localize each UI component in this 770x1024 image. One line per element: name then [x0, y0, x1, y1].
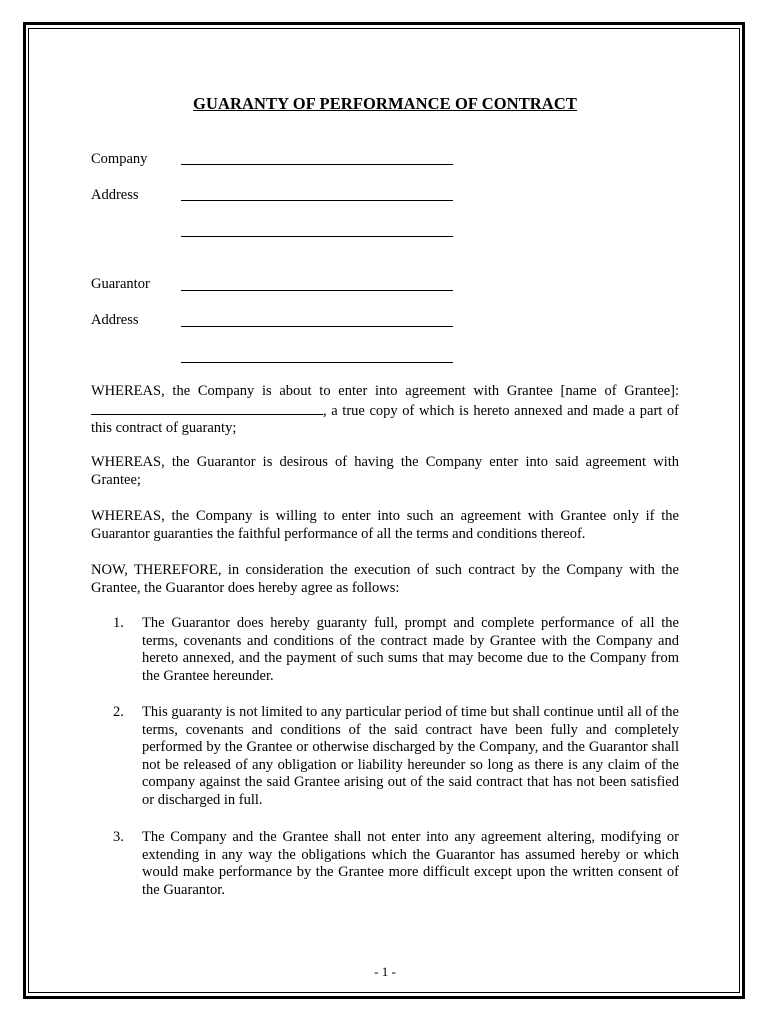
item-text: The Guarantor does hereby guaranty full, prompt and complete performance of all the terms, covenants and conditions of the contract made by Grantee with the Company and hereto annexed, and the payment of such sums that may become due to the Company from the Grantee hereunder.: [142, 615, 679, 684]
guarantor-label: Guarantor: [91, 276, 150, 292]
company-address-line-2[interactable]: [181, 222, 453, 237]
whereas-paragraph-3: WHEREAS, the Company is willing to enter into such an agreement with Grantee only if the Guarantor guaranties the faithful performance of all the terms and conditions thereof.: [91, 508, 679, 542]
guarantor-address-line-2[interactable]: [181, 348, 453, 363]
whereas-paragraph-2: WHEREAS, the Guarantor is desirous of having the Company enter into said agreement with Grantee;: [91, 454, 679, 488]
item-text: The Company and the Grantee shall not enter into any agreement altering, modifying or extending in any way the obligations which the Guarantor has assumed hereby or which would make performance by the Grantee more difficult except upon the written consent of the Guarantor.: [142, 829, 679, 898]
grantee-name-blank[interactable]: [91, 401, 323, 415]
list-item: [91, 704, 679, 810]
now-therefore-paragraph: NOW, THEREFORE, in consideration the execution of such contract by the Company with the Grantee, the Guarantor does hereby agree as follows:: [91, 562, 679, 596]
item-number: 1.: [113, 615, 124, 631]
guarantor-address-label: Address: [91, 312, 139, 328]
item-number: 2.: [113, 704, 124, 720]
guarantor-address-line-1[interactable]: [181, 312, 453, 327]
item-number: 3.: [113, 829, 124, 845]
whereas-paragraph-1: [91, 383, 679, 438]
list-item: [91, 615, 679, 685]
company-address-label: Address: [91, 187, 139, 203]
company-address-line-1[interactable]: [181, 186, 453, 201]
whereas-1-start: WHEREAS, the Company is about to enter into agreement with Grantee [name of Grantee]:: [91, 383, 679, 399]
item-text: This guaranty is not limited to any particular period of time but shall continue until all of the terms, covenants and conditions of the said contract have been fully and completely performed by the Grantee or otherwise discharged by the Company, and the Guarantor shall not be released of any obligation or liability hereunder so long as there is any claim of the company against the said Grantee arising out of the said contract that has not been satisfied or discharged in full.: [142, 704, 679, 808]
page-number: - 1 -: [374, 964, 396, 979]
company-label: Company: [91, 151, 148, 167]
whereas-1-end: , a true copy of which is hereto annexed and made a part of this contract of guaranty;: [91, 402, 679, 437]
document-title: GUARANTY OF PERFORMANCE OF CONTRACT: [193, 94, 577, 113]
company-input-line[interactable]: [181, 150, 453, 165]
list-item: [91, 829, 679, 899]
guarantor-input-line[interactable]: [181, 276, 453, 291]
